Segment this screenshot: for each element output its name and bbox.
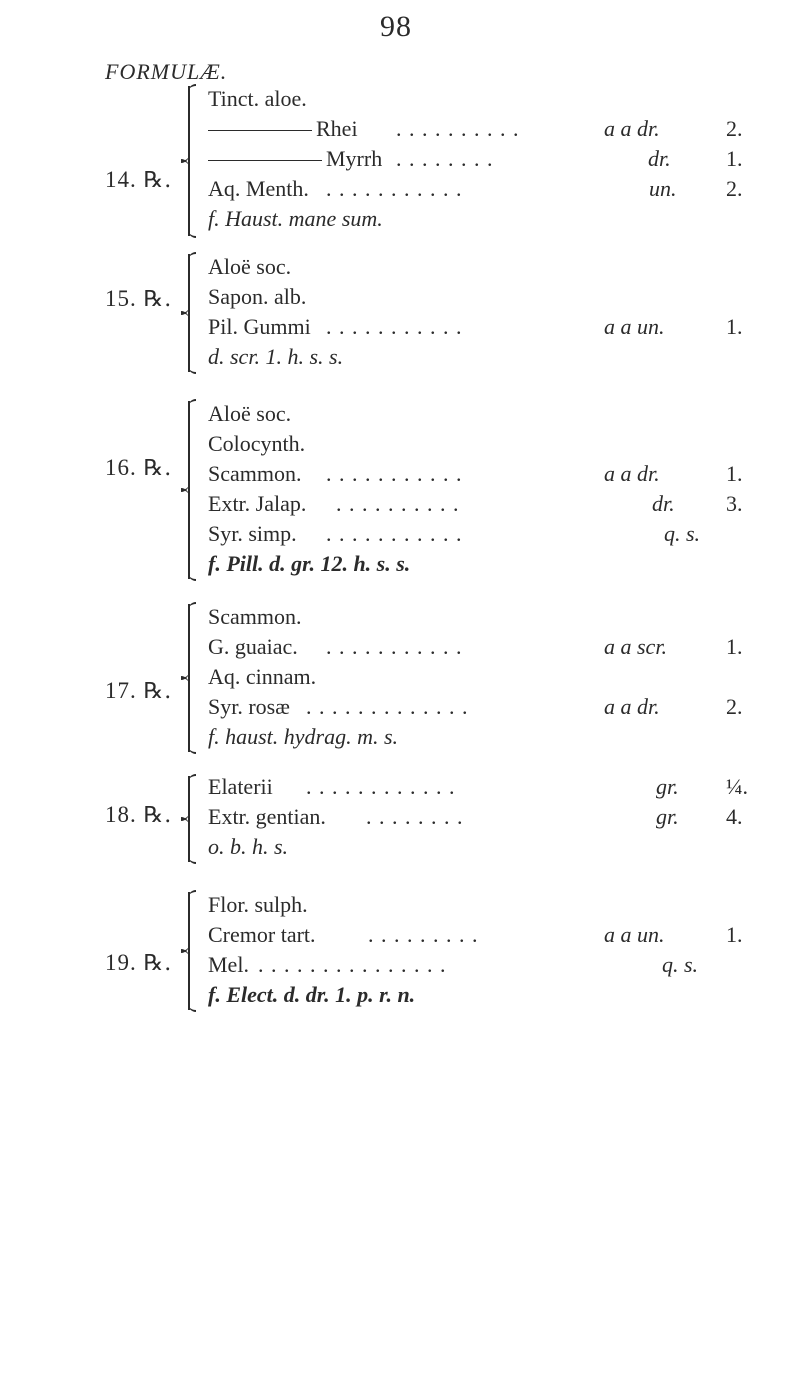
formula-directions: f. Pill. d. gr. 12. h. s. s. — [208, 551, 411, 576]
formula-line: Aq. Menth. . . . . . . . . . . . un. 2. — [208, 176, 743, 201]
formula-line: Extr. gentian. . . . . . . . . gr. 4. — [208, 804, 743, 829]
formula-number: 19. ℞. — [105, 950, 173, 976]
formula-line: Aloë soc. — [208, 254, 292, 279]
formula-number: 17. ℞. — [105, 678, 173, 704]
formula-directions: o. b. h. s. — [208, 834, 289, 859]
brace — [188, 776, 204, 862]
formula-line: Rhei . . . . . . . . . . a a dr. 2. — [208, 116, 748, 144]
formula-line: Elaterii . . . . . . . . . . . . gr. ¼. — [208, 774, 748, 799]
brace — [188, 604, 204, 752]
formula-directions: f. Elect. d. dr. 1. p. r. n. — [208, 982, 416, 1007]
formula-number: 16. ℞. — [105, 455, 173, 481]
formula-line: G. guaiac. . . . . . . . . . . . a a scr. 1. — [208, 634, 743, 659]
running-head: FORMULÆ. — [105, 59, 228, 84]
formula-number: 15. ℞. — [105, 286, 173, 312]
formula-line: Aloë soc. — [208, 401, 292, 426]
formula-line: Aq. cinnam. — [208, 664, 317, 689]
formula-line: Mel. . . . . . . . . . . . . . . . q. s. — [208, 952, 699, 977]
formula-directions: f. Haust. mane sum. — [208, 206, 383, 231]
brace — [188, 401, 204, 579]
formula-line: Extr. Jalap. . . . . . . . . . . dr. 3. — [208, 491, 743, 516]
brace — [188, 254, 204, 372]
formula-line: Colocynth. — [208, 431, 306, 456]
formula-line: Flor. sulph. — [208, 892, 308, 917]
brace — [188, 86, 204, 236]
formula-number: 14. ℞. — [105, 167, 173, 193]
formula-number: 18. ℞. — [105, 802, 173, 828]
formula-line: Tinct. aloe. — [208, 86, 307, 111]
formula-line: Pil. Gummi . . . . . . . . . . . a a un. 1. — [208, 314, 743, 339]
formula-directions: d. scr. 1. h. s. s. — [208, 344, 344, 369]
brace — [188, 892, 204, 1010]
formula-line: Scammon. — [208, 604, 302, 629]
formula-line: Sapon. alb. — [208, 284, 307, 309]
formula-line: Myrrh . . . . . . . . dr. 1. — [208, 146, 748, 174]
formula-line: Cremor tart. . . . . . . . . . a a un. 1. — [208, 922, 743, 947]
formula-line: Syr. rosæ . . . . . . . . . . . . . a a dr. 2. — [208, 694, 743, 719]
formula-directions: f. haust. hydrag. m. s. — [208, 724, 399, 749]
formula-line: Scammon. . . . . . . . . . . . a a dr. 1. — [208, 461, 743, 486]
formula-line: Syr. simp. . . . . . . . . . . . q. s. — [208, 521, 701, 546]
page-number: 98 — [380, 10, 412, 43]
